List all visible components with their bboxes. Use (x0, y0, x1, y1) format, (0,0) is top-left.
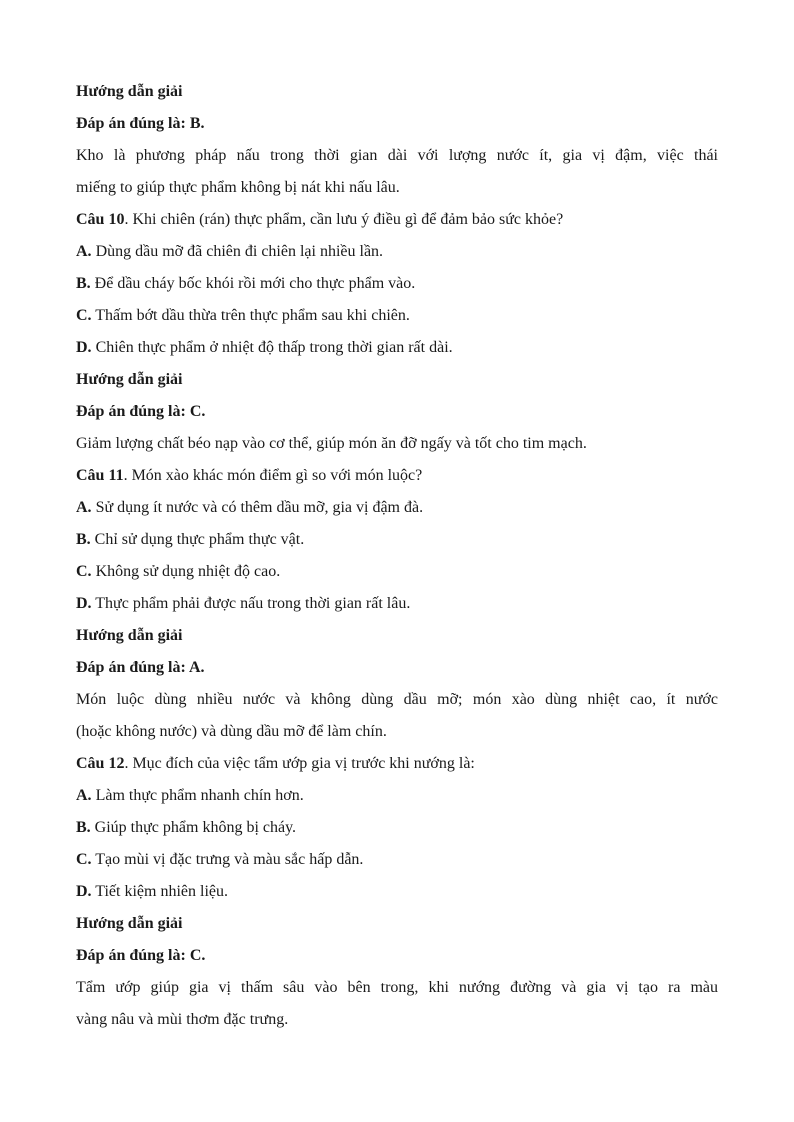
question-text: . Mục đích của việc tẩm ướp gia vị trước khi nướng là: (124, 755, 475, 772)
solution-heading: Hướng dẫn giải (76, 83, 183, 100)
explanation-text: miếng to giúp thực phẩm không bị nát khi nấu lâu. (76, 179, 400, 196)
option-label: D. (76, 595, 92, 612)
explanation-text: Món luộc dùng nhiều nước và không dùng dầu mỡ; món xào dùng nhiệt cao, ít nước (76, 691, 718, 708)
option-label: A. (76, 499, 92, 516)
option-text: Để dầu cháy bốc khói rồi mới cho thực phẩm vào. (90, 275, 416, 292)
explanation-text: vàng nâu và mùi thơm đặc trưng. (76, 1011, 289, 1028)
question-label: Câu 12 (76, 755, 125, 772)
option-label: C. (76, 563, 92, 580)
option-d (76, 876, 718, 908)
explanation-text: Giảm lượng chất béo nạp vào cơ thể, giúp món ăn đỡ ngấy và tốt cho tim mạch. (76, 435, 587, 452)
option-label: B. (76, 531, 91, 548)
solution-heading: Hướng dẫn giải (76, 915, 183, 932)
question-11 (76, 460, 718, 492)
option-label: A. (76, 243, 92, 260)
question-text: . Khi chiên (rán) thực phẩm, cần lưu ý điều gì để đảm bảo sức khỏe? (124, 211, 564, 228)
option-text: Làm thực phẩm nhanh chín hơn. (91, 787, 304, 804)
solution-heading: Hướng dẫn giải (76, 371, 183, 388)
option-b (76, 524, 718, 556)
option-c (76, 556, 718, 588)
option-text: Không sử dụng nhiệt độ cao. (91, 563, 281, 580)
option-text: Tạo mùi vị đặc trưng và màu sắc hấp dẫn. (91, 851, 364, 868)
option-b (76, 812, 718, 844)
option-a (76, 492, 718, 524)
explanation-text: Tẩm ướp giúp gia vị thấm sâu vào bên trong, khi nướng đường và gia vị tạo ra màu (76, 979, 718, 996)
question-10 (76, 204, 718, 236)
option-c (76, 300, 718, 332)
correct-answer: Đáp án đúng là: C. (76, 403, 206, 420)
option-label: B. (76, 275, 91, 292)
correct-answer: Đáp án đúng là: B. (76, 115, 205, 132)
option-text: Tiết kiệm nhiên liệu. (91, 883, 229, 900)
option-text: Giúp thực phẩm không bị cháy. (90, 819, 297, 836)
document-content (76, 76, 718, 1036)
explanation-text: Kho là phương pháp nấu trong thời gian dài với lượng nước ít, gia vị đậm, việc thái (76, 147, 718, 164)
option-label: C. (76, 307, 92, 324)
option-c (76, 844, 718, 876)
option-text: Sử dụng ít nước và có thêm dầu mỡ, gia vị đậm đà. (91, 499, 424, 516)
question-12 (76, 748, 718, 780)
option-text: Chiên thực phẩm ở nhiệt độ thấp trong thời gian rất dài. (91, 339, 453, 356)
option-a (76, 780, 718, 812)
question-text: . Món xào khác món điểm gì so với món luộc? (123, 467, 423, 484)
option-d (76, 332, 718, 364)
option-label: C. (76, 851, 92, 868)
correct-answer: Đáp án đúng là: A. (76, 659, 205, 676)
correct-answer: Đáp án đúng là: C. (76, 947, 206, 964)
option-label: D. (76, 883, 92, 900)
option-d (76, 588, 718, 620)
option-b (76, 268, 718, 300)
option-text: Thấm bớt dầu thừa trên thực phẩm sau khi chiên. (91, 307, 410, 324)
option-text: Chỉ sử dụng thực phẩm thực vật. (90, 531, 305, 548)
solution-heading: Hướng dẫn giải (76, 627, 183, 644)
question-label: Câu 11 (76, 467, 124, 484)
question-label: Câu 10 (76, 211, 125, 228)
option-label: D. (76, 339, 92, 356)
option-label: B. (76, 819, 91, 836)
option-label: A. (76, 787, 92, 804)
explanation-text: (hoặc không nước) và dùng dầu mỡ để làm chín. (76, 723, 387, 740)
option-a (76, 236, 718, 268)
option-text: Thực phẩm phải được nấu trong thời gian rất lâu. (91, 595, 411, 612)
option-text: Dùng dầu mỡ đã chiên đi chiên lại nhiều lần. (91, 243, 384, 260)
